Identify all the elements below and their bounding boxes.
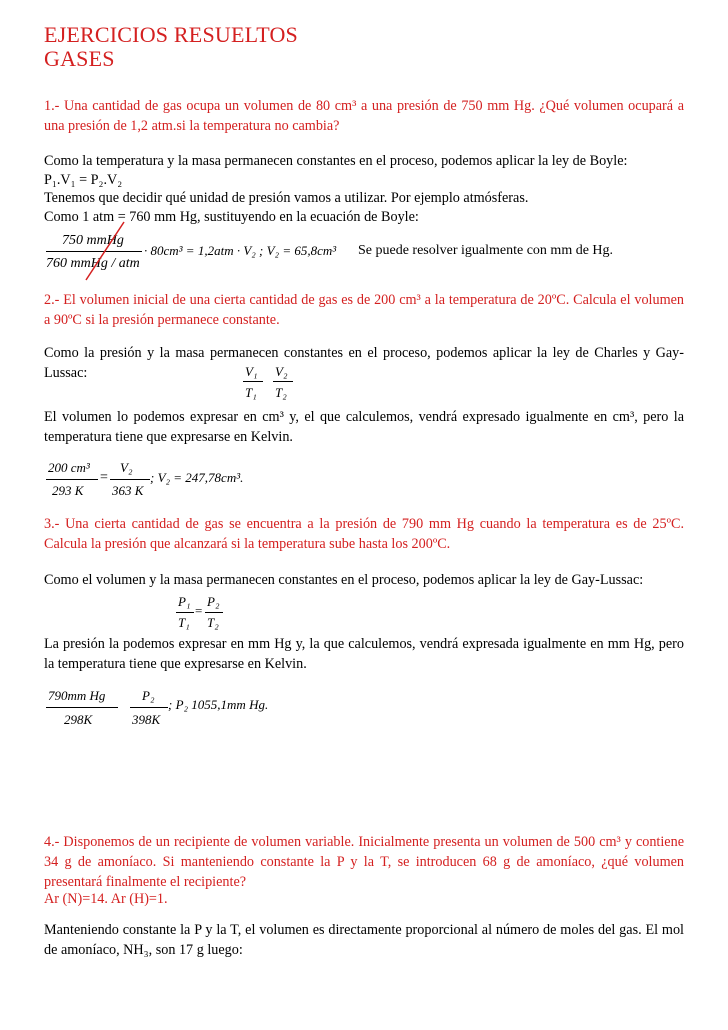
exercise-1-paragraph-3: Como 1 atm = 760 mm Hg, sustituyendo en la ecuación de Boyle: [44,209,419,225]
exercise-2-fraction-1-bar [46,479,98,480]
exercise-3-fraction-1-denominator: 298K [64,712,93,727]
exercise-1-paragraph-2: Tenemos que decidir qué unidad de presión vamos a utilizar. Por ejemplo atmósferas. [44,190,529,206]
charles-law-bar-2 [273,381,293,382]
gay-lussac-bar-2 [205,612,223,613]
charles-law-v2: V₂ [275,364,288,379]
gay-lussac-p2: P₂ [207,594,220,609]
gay-lussac-bar-1 [176,612,194,613]
exercise-1-fraction-numerator: 750 mmHg [62,233,124,248]
exercise-2-result: ; V₂ = 247,78cm³. [150,470,244,485]
exercise-1-fraction-denominator: 760 mmHg / atm [46,256,140,271]
exercise-2-fraction-2-denominator: 363 K [112,483,144,498]
exercise-3-fraction-1-bar [46,707,118,708]
charles-law-t1: T₁ [245,385,257,400]
exercise-3-fraction-1-numerator: 790mm Hg [48,688,106,703]
exercise-4-question: 4.- Disponemos de un recipiente de volumen variable. Inicialmente presenta un volumen de 500 cm³ y contiene 34 g de amoníaco. Si manteniendo constante la P y la T, se introducen 68 g de amoníaco, ¿qué volumen presentará finalmente el recipiente? [44,834,684,890]
exercise-4-data: Ar (N)=14. Ar (H)=1. [44,891,168,907]
gay-lussac-p1: P₁ [178,594,191,609]
exercise-2-fraction-1-numerator: 200 cm³ [48,460,90,475]
exercise-2-fraction-2-numerator: V₂ [120,460,133,475]
exercise-1-equation: · 80cm³ = 1,2atm · V₂ ; V₂ = 65,8cm³ [144,243,337,258]
charles-law-t2: T₂ [275,385,287,400]
exercise-2-question: 2.- El volumen inicial de una cierta cantidad de gas es de 200 cm³ a la temperatura de 20ºC. Calcula el volumen a 90ºC si la presión permanece constante. [44,292,684,328]
exercise-2-paragraph-2: El volumen lo podemos expresar en cm³ y, el que calculemos, vendrá expresado igualmente en cm³, pero la temperatura tiene que expresarse en Kelvin. [44,409,684,445]
exercise-3-fraction-2-denominator: 398K [132,712,161,727]
charles-law-v1: V₁ [245,364,258,379]
exercise-3-paragraph-1: Como el volumen y la masa permanecen constantes en el proceso, podemos aplicar la ley de Gay-Lussac: [44,572,644,588]
exercise-3-paragraph-2: La presión la podemos expresar en mm Hg y, la que calculemos, vendrá expresada igualmente en mm Hg, pero la temperatura tiene que expresarse en Kelvin. [44,636,684,672]
exercise-2-fraction-2-bar [110,479,150,480]
exercise-1-boyle-law: P₁.V₁ = P₂.V₂ [44,172,123,188]
gay-lussac-t2: T₂ [207,615,219,630]
exercise-3-fraction-2-numerator: P₂ [142,688,155,703]
charles-law-bar-1 [243,381,263,382]
exercise-2-paragraph-1: Como la presión y la masa permanecen constantes en el proceso, podemos aplicar la ley de Charles y Gay-Lussac: [44,345,684,381]
cancel-strike-icon [80,220,130,282]
exercise-1-note: Se puede resolver igualmente con mm de Hg. [358,243,614,258]
equals-sign: = [100,470,108,485]
exercise-3-result: ; P₂ 1055,1mm Hg. [168,697,269,712]
document-title-line1: EJERCICIOS RESUELTOS [44,22,298,47]
exercise-1-paragraph-1: Como la temperatura y la masa permanecen constantes en el proceso, podemos aplicar la ley de Boyle: [44,153,628,169]
document-title-line2: GASES [44,46,115,71]
exercise-3-question: 3.- Una cierta cantidad de gas se encuentra a la presión de 790 mm Hg cuando la temperatura es de 25ºC. Calcula la presión que alcanzará si la temperatura sube hasta los 200ºC. [44,516,684,552]
exercise-1-question: 1.- Una cantidad de gas ocupa un volumen de 80 cm³ a una presión de 750 mm Hg. ¿Qué volumen ocupará a una presión de 1,2 atm.si la temperatura no cambia? [44,98,684,134]
exercise-2-fraction-1-denominator: 293 K [52,483,84,498]
gay-lussac-t1: T₁ [178,615,190,630]
gay-lussac-equals: = [195,603,203,618]
exercise-3-fraction-2-bar [130,707,168,708]
exercise-4-paragraph-1: Manteniendo constante la P y la T, el volumen es directamente proporcional al número de moles del gas. El mol de amoníaco, NH₃, son 17 g luego: [44,922,684,958]
